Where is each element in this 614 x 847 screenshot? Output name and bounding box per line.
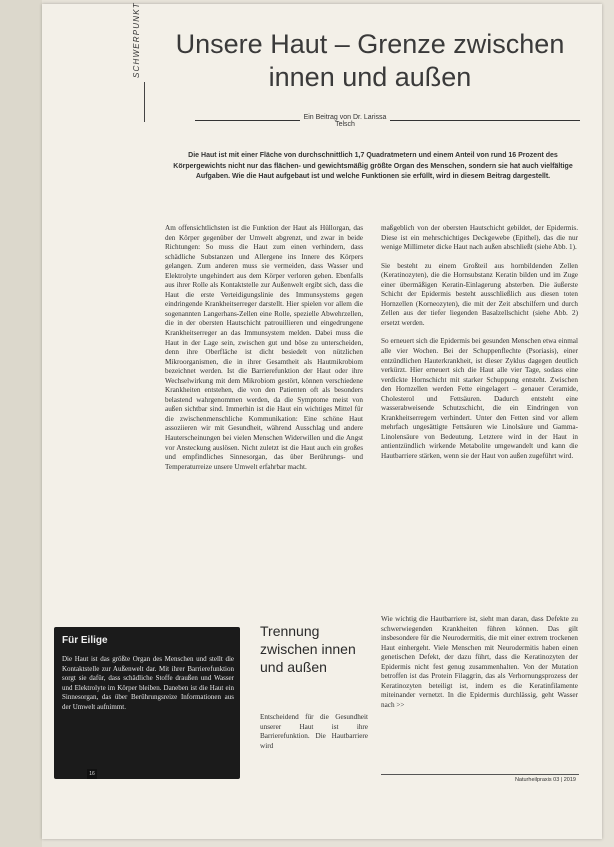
column-2-lower [381,615,578,719]
section-kicker: SCHWERPUNKT [132,2,141,78]
footer-rule [381,774,579,775]
column-2-paragraph-1: maßgeblich von der obersten Hautschicht gebildet, der Epidermis. Diese ist ein mehrschichtiges Deckgewebe (Epithel), das die nur wenige Millimeter dicke Haut nach außen abschließt (siehe Abb. 1). [381,224,578,252]
byline-rule-left [195,120,300,121]
column-2 [381,224,578,471]
column-2-paragraph-2: Sie besteht zu einem Großteil aus hornbildenden Zellen (Keratinozyten), die die Hornsubstanz Keratin bilden und im Zuge einer übermäßigen Keratin-Einlagerung absterben. Die äußerste Schicht der Epidermis besteht ausschließlich aus diesen toten Hornzellen (Korneozyten), die mit der Zeit abschilfern und durch Zellen aus der tiefer liegenden Basalzellschicht (siehe Abb. 2) ersetzt werden. [381,261,578,327]
column-1 [165,224,363,481]
intro-paragraph: Die Haut ist mit einer Fläche von durchschnittlich 1,7 Quadratmetern und einem Anteil von rund 16 Prozent des Körpergewichts nicht nur das flächen- und gewichtsmäßig größte Organ des Menschen, sondern sie hat auch vielfältige Aufgaben. Wie die Haut aufgebaut ist und welche Funktionen sie erfüllt, wird in diesem Beitrag dargestellt. [173,152,573,180]
scan-margin [0,0,42,847]
title-line-2: innen und außen [268,62,472,92]
section-subheading: Trennung zwischen innen und außen [260,623,356,675]
article-title [160,28,580,94]
byline: Ein Beitrag von Dr. Larissa Telsch [303,114,387,128]
summary-box-text: Die Haut ist das größte Organ des Menschen und stellt die Kontaktstelle zur Außenwelt dar. Mit ihrer Barrierefunktion sorgt sie dafür, dass schädliche Stoffe draußen und Wasser und Elektrolyte im Körper bleiben. Daneben ist die Haut ein Sinnesorgan, das über Berührungsreize Informationen aus der Umwelt aufnimmt. [62,655,234,711]
summary-box [54,627,240,779]
column-2-paragraph-4: Wie wichtig die Hautbarriere ist, sieht man daran, dass Defekte zu schwerwiegenden Krankheiten führen können. Das gilt insbesondere für die Neurodermitis, die mit einer extrem trockenen Haut einhergeht. Viele Menschen mit Neurodermitis haben einen genetischen Defekt, der dazu führt, dass die Keratinozyten der Epidermis nicht fest genug zusammenhalten. Von der Mutation betroffen ist das Protein Filaggrin, das als Verhornungsprozess der Keratinozyten beteiligt ist, indem es die Keratinfilamente miteinander vernetzt. In die Epidermis durchlässig, geht Wasser nach >> [381,615,578,709]
page-number: 16 [87,769,97,779]
column-1-text: Am offensichtlichsten ist die Funktion der Haut als Hüllorgan, das den Körper gegenüber der Umwelt abgrenzt, und zwar in beide Richtungen: So muss die Haut zum einen verhindern, dass schädliche Substanzen und Allergene ins Innere des Körpers gelangen. Zum anderen muss sie vermeiden, dass Wasser und Elektrolyte ungehindert aus dem Körper verloren gehen. Ebenfalls aus ihrer Rolle als Kontaktstelle zur Außenwelt ergibt sich, dass die Haut die erste Verteidigungslinie des Immunsystems gegen eindringende Krankheitserreger darstellt. Hier spielen vor allem die sogenannten Langerhans-Zellen eine Rolle, spezielle Abwehrzellen, die in der obersten Hautschicht patrouillieren und eingedrungene Krankheitserreger an das Immunsystem melden. Dabei muss die Haut in der Lage sein, zwischen gut und böse zu unterscheiden, denn ihre Oberfläche ist dicht besiedelt von nützlichen Mikroorganismen, die in ihrer Gesamtheit als Hautmikrobiom bezeichnet werden. Ist die Barrierefunktion der Haut oder ihre Wechselwirkung mit dem Mikrobiom gestört, können verschiedene Krankheiten entstehen, die von den Patienten oft als besonders belastend wahrgenommen werden, da die Symptome meist von außen sichtbar sind. Immerhin ist die Haut ein wichtiges Mittel für die zwischenmenschliche Kommunikation: Eine schöne Haut assoziieren wir mit Gesundheit, während Ausschlag und andere Hauterscheinungen bei vielen Menschen Widerwillen und die Angst vor Ansteckung auslösen. Nicht zuletzt ist die Haut auch ein großes und empfindliches Sinnesorgan, das über Berührungs- und Temperaturreize unsere Umwelt erfahrbar macht. [165,224,363,471]
summary-box-title: Für Eilige [62,635,108,646]
column-2-paragraph-3: So erneuert sich die Epidermis bei gesunden Menschen etwa einmal alle vier Wochen. Bei der Schuppenflechte (Psoriasis), einer entzündlichen Hauterkrankheit, ist dieser Zyklus dagegen deutlich verkürzt. Hier erneuert sich die Haut alle vier Tage, sodass eine verdickte Hornschicht mit starker Schuppung entsteht. Zwischen den Hornzellen werden Fette eingelagert – genauer Ceramide, Cholesterol und Fettsäuren. Dadurch entsteht eine wasserabweisende Schutzschicht, die ein Eindringen von Krankheitserregern verhindert. Unter den Fetten sind vor allem mehrfach ungesättigte Fettsäuren wie Linolsäure und Gamma-Linolensäure von Bedeutung. Letztere wird in der Haut in antientzündlich wirkende Metabolite umgewandelt und kann die Hautbarriere stärken, wenn sie der Haut von außen zugeführt wird. [381,337,578,461]
kicker-rule [144,82,145,122]
footer-issue: Naturheilpraxis 03 | 2019 [514,777,576,783]
section-body-start: Entscheidend für die Gesundheit unserer Haut ist ihre Barrierefunktion. Die Hautbarriere wird [260,713,368,750]
title-line-1: Unsere Haut – Grenze zwischen [175,29,565,59]
byline-rule-right [390,120,580,121]
